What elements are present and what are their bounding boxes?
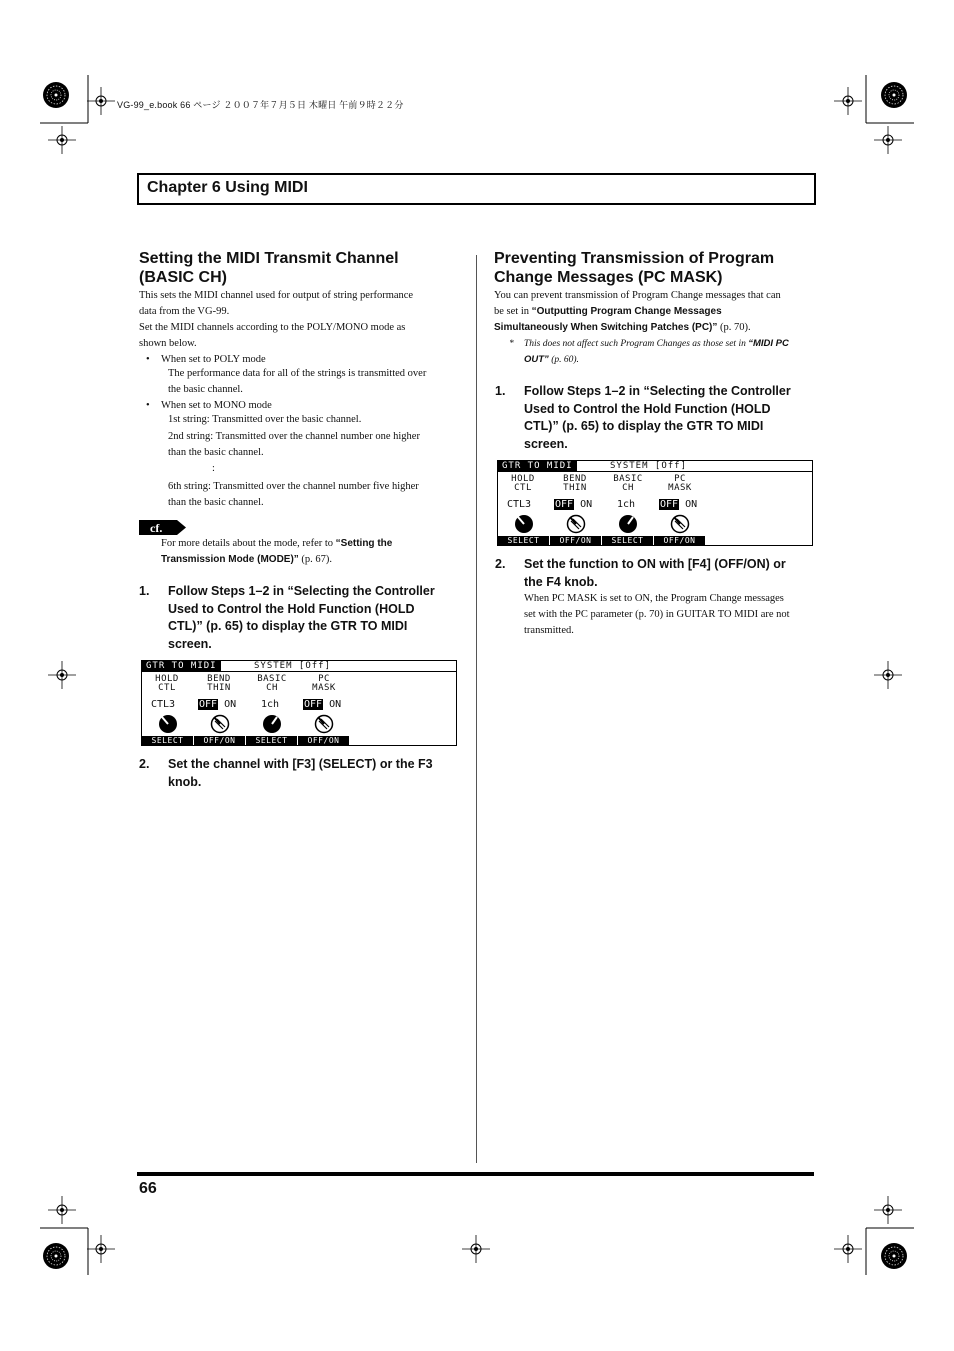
knob-icon (157, 713, 179, 735)
lcd-param-basic-ch: BASIC CH (257, 674, 287, 693)
bullet-poly: • When set to POLY mode (146, 354, 266, 365)
lcd-f3-label: SELECT (602, 536, 653, 545)
lcd-f1-label: SELECT (142, 736, 193, 745)
lcd-value-bend-thin: OFF ON (555, 499, 593, 510)
left-step2-text: Set the channel with [F3] (SELECT) or the F3 knob. (168, 757, 433, 789)
right-step1-text: Follow Steps 1–2 in “Selecting the Controller Used to Control the Hold Function (HOLD CTL)” (p. 65) to display the GTR TO MIDI screen. (524, 384, 791, 451)
lcd-param-hold-ctl: HOLD CTL (511, 474, 535, 493)
chapter-title: Chapter 6 Using MIDI (147, 179, 308, 196)
lcd-param-basic-ch: BASIC CH (613, 474, 643, 493)
lcd-param-bend-thin: BEND THIN (563, 474, 587, 493)
right-step1-number: 1. (495, 384, 506, 398)
mono-6th-string: 6th string: Transmitted over the channel number five higher than the basic channel. (168, 481, 419, 508)
lcd-title: GTR TO MIDI (498, 461, 577, 471)
lcd-param-hold-ctl: HOLD CTL (155, 674, 179, 693)
knob-icon (669, 513, 691, 535)
left-step1-number: 1. (139, 584, 150, 598)
lcd-value-bend-thin: OFF ON (199, 699, 237, 710)
mono-2nd-string: 2nd string: Transmitted over the channel number one higher than the basic channel. (168, 431, 420, 458)
lcd-f2-label: OFF/ON (550, 536, 601, 545)
lcd-param-pc-mask: PC MASK (668, 474, 692, 493)
right-step2-text: Set the function to ON with [F4] (OFF/ON) or the F4 knob. (524, 557, 786, 589)
lcd-f2-label: OFF/ON (194, 736, 245, 745)
knob-icon (313, 713, 335, 735)
section-heading-basic-ch: Setting the MIDI Transmit Channel (BASIC CH) (139, 250, 399, 286)
bullet-poly-desc: The performance data for all of the strings is transmitted over the basic channel. (168, 368, 427, 395)
section-heading-pc-mask: Preventing Transmission of Program Change Messages (PC MASK) (494, 250, 775, 286)
bullet-mono: • When set to MONO mode (146, 400, 272, 411)
left-step2-number: 2. (139, 757, 150, 771)
mono-ellipsis: : (212, 463, 215, 474)
lcd-system: SYSTEM [Off] (254, 661, 332, 671)
lcd-title: GTR TO MIDI (142, 661, 221, 671)
knob-icon (565, 513, 587, 535)
mono-1st-string: 1st string: Transmitted over the basic channel. (168, 414, 362, 425)
knob-icon (261, 713, 283, 735)
lcd-screen-left (141, 660, 457, 746)
lcd-screen-right (497, 460, 813, 546)
column-divider (476, 255, 477, 1163)
knob-icon (513, 513, 535, 535)
svg-text:cf.: cf. (150, 521, 163, 535)
lcd-value-pc-mask: OFF ON (660, 499, 698, 510)
cf-reference-icon (139, 520, 187, 535)
lcd-value-basic-ch: 1ch (617, 499, 636, 510)
footer-rule (137, 1172, 814, 1176)
basic-ch-intro-2: Set the MIDI channels according to the POLY/MONO mode as shown below. (139, 322, 406, 349)
lcd-f1-label: SELECT (498, 536, 549, 545)
lcd-f4-label: OFF/ON (298, 736, 349, 745)
lcd-param-pc-mask: PC MASK (312, 674, 336, 693)
cf-reference-text: For more details about the mode, refer to “Setting the Transmission Mode (MODE)” (p. 67). (161, 538, 393, 565)
chapter-title-box (137, 173, 816, 205)
left-step1-text: Follow Steps 1–2 in “Selecting the Controller Used to Control the Hold Function (HOLD CTL)” (p. 65) to display the GTR TO MIDI screen. (168, 584, 435, 651)
lcd-system: SYSTEM [Off] (610, 461, 688, 471)
pc-mask-note: This does not affect such Program Changes as those set in “MIDI PC OUT” (p. 60). (524, 338, 789, 365)
lcd-param-bend-thin: BEND THIN (207, 674, 231, 693)
right-step2-number: 2. (495, 557, 506, 571)
knob-icon (209, 713, 231, 735)
lcd-f4-label: OFF/ON (654, 536, 705, 545)
lcd-value-basic-ch: 1ch (261, 699, 280, 710)
knob-icon (617, 513, 639, 535)
page-number: 66 (139, 1180, 157, 1197)
lcd-value-hold-ctl: CTL3 (151, 699, 176, 710)
basic-ch-intro-1: This sets the MIDI channel used for output of string performance data from the VG-99. (139, 290, 414, 317)
lcd-f3-label: SELECT (246, 736, 297, 745)
lcd-value-hold-ctl: CTL3 (507, 499, 532, 510)
pc-mask-intro: You can prevent transmission of Program Change messages that can be set in “Outputting Program Change Messages Simultaneously When Switching Patches (PC)” (p. 70). (494, 290, 781, 333)
note-asterisk: * (509, 339, 514, 349)
file-info-header: VG-99_e.book 66 ページ ２００７年７月５日 木曜日 午前９時２２分 (117, 100, 404, 110)
right-step2-desc: When PC MASK is set to ON, the Program Change messages set with the PC parameter (p. 70) in GUITAR TO MIDI are not transmitted. (524, 593, 790, 636)
lcd-value-pc-mask: OFF ON (304, 699, 342, 710)
